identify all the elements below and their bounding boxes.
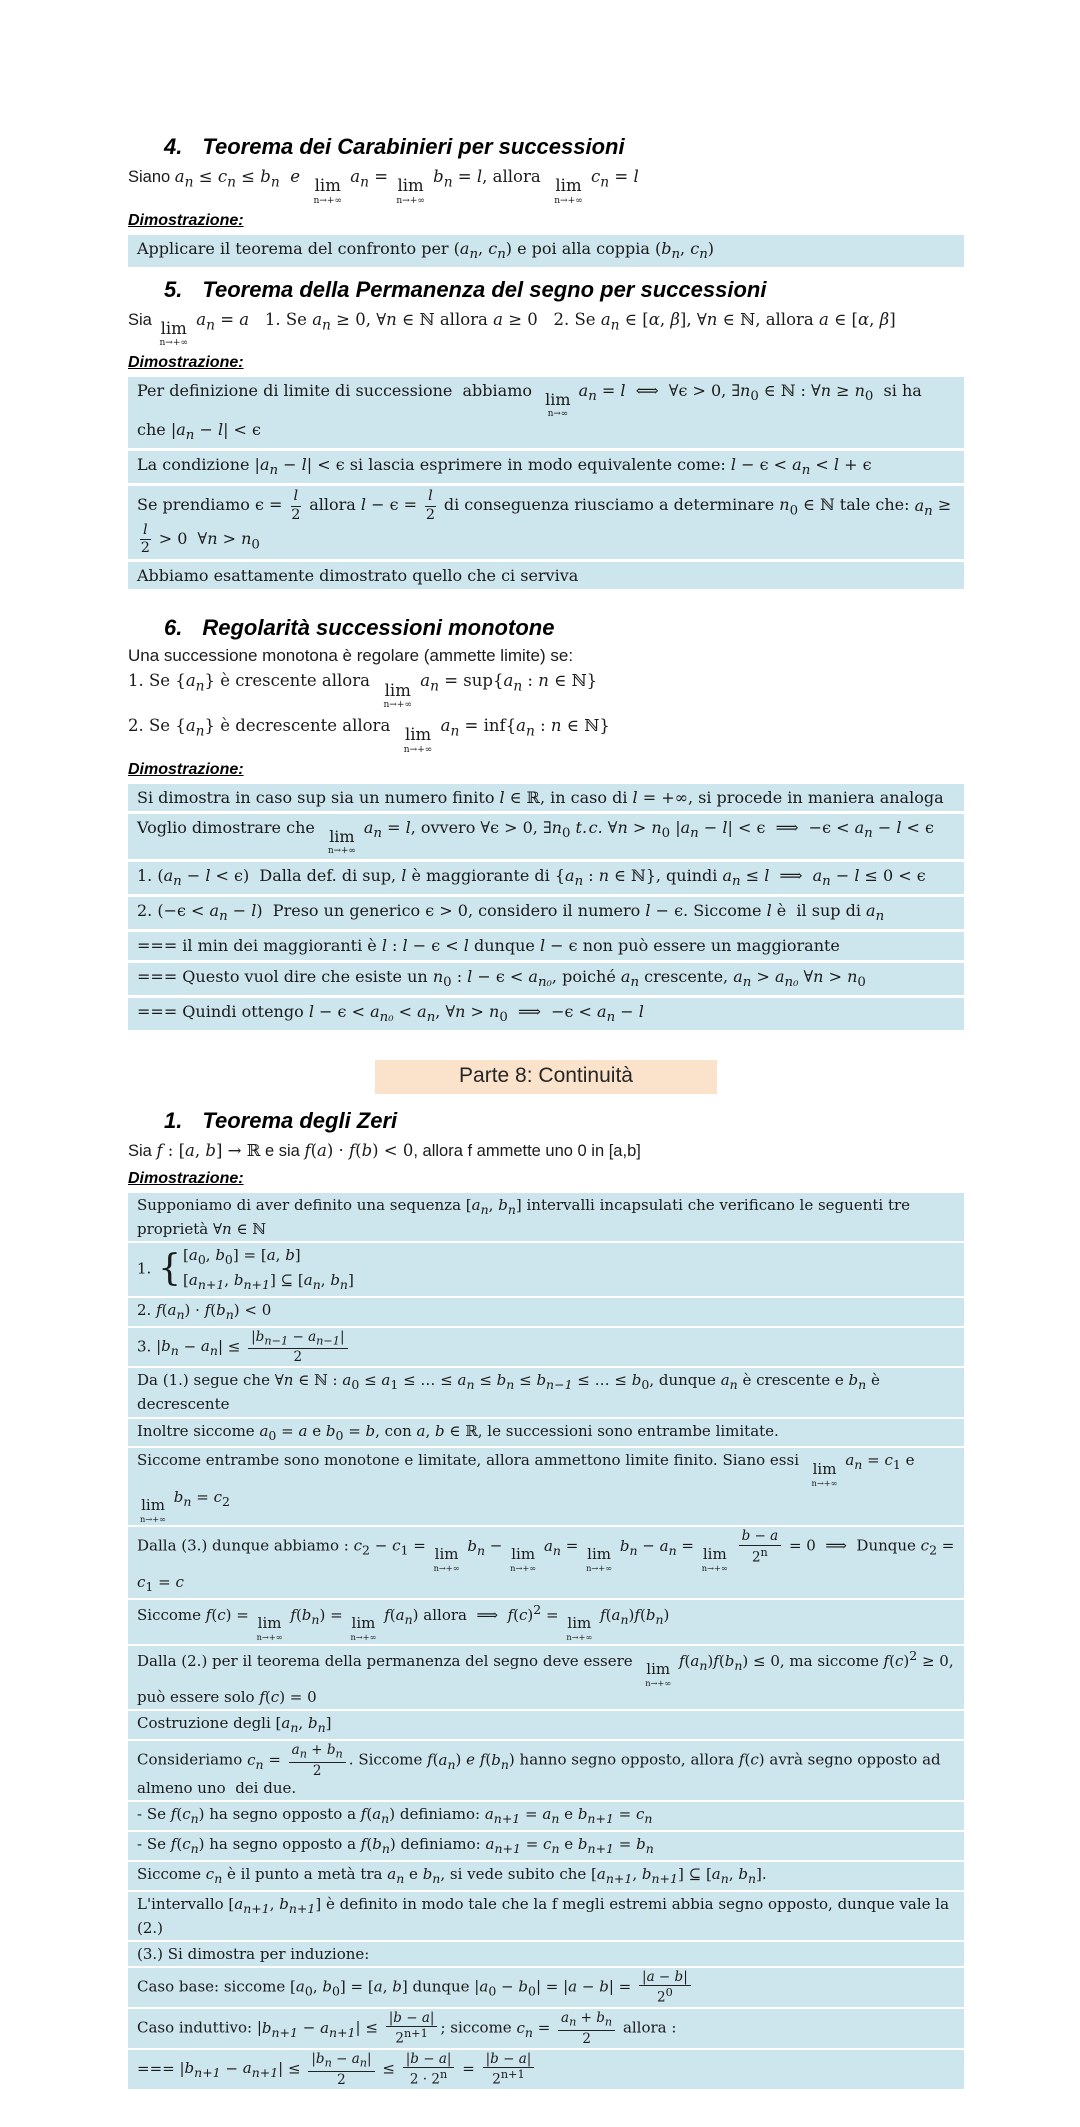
proof-line: 1. $(a_n - l < \epsilon)$ Dalla def. di sup, l è maggiorante di {$a_n$ : n ∈ ℕ}, quindi $a_n \le l$ ⟹ $a_n - l \le 0 < \epsilon$ (128, 862, 964, 894)
proof-line: === Questo vuol dire che esiste un $n_0$ : $l - \epsilon < a_{n_0}$, poiché $a_n$ crescente, $a_n > a_{n_0}$ ∀n > $n_0$ (128, 963, 964, 995)
section-5-title: Teorema della Permanenza del segno per successioni (202, 276, 767, 302)
proof-line: La condizione $|a_n - l| < \epsilon$ si lascia esprimere in modo equivalente come: $l - \epsilon < a_n < l + \epsilon$ (128, 451, 964, 483)
section-6-intro: Una successione monotona è regolare (ammette limite) se: (128, 646, 574, 666)
proof-line: - Se $f(c_n)$ ha segno opposto a $f(b_n)$ definiamo: $a_{n+1} = c_n$ e $b_{n+1} = b_n$ (128, 1832, 964, 1860)
section-4-statement: Siano $a_n \le c_n \le b_n$ e lim n→+∞ $a_n$ = lim n→+∞ $b_n = l$, allora lim n→+∞ $c_n = l$ (128, 167, 639, 206)
section-6-title: Regolarità successioni monotone (202, 615, 555, 641)
section-4-number: 4. (164, 134, 183, 159)
section-5-proof-block (128, 377, 964, 589)
proof-line: 1. { [$a_0$, $b_0] = [a$, b] [$a_{n+1}$, $b_{n+1}$] ⊆ [$a_n$, $b_n$] (128, 1243, 964, 1296)
section-zeri-title: Teorema degli Zeri (202, 1108, 398, 1134)
section-6-number: 6. (164, 615, 183, 641)
part8-banner-title: Parte 8: Continuità (459, 1064, 633, 1088)
section-6-item-2: 2. Se $\{a_n\}$ è decrescente allora lim n→+∞ $a_n = inf\{a_n$ : n ∈ ℕ} (128, 716, 610, 755)
proof-line: Da (1.) segue che ∀n ∈ ℕ : $a_0 \le a_1$ ≤ … ≤ $a_n \le b_n \le b_{n-1}$ ≤ … ≤ $b_0$, dunque $a_n$ è crescente e $b_n$ è decrescente (128, 1368, 964, 1416)
section-6-proof-label: Dimostrazione: (128, 760, 244, 778)
section-5-proof-label: Dimostrazione: (128, 354, 244, 372)
section-6 (128, 615, 964, 1030)
proof-line: Supponiamo di aver definito una sequenza [$a_n$, $b_n$] intervalli incapsulati che verificano le seguenti tre proprietà ∀n ∈ ℕ (128, 1193, 964, 1241)
section-5-heading (164, 277, 964, 303)
proof-line: Caso base: siccome [$a_0$, $b_0] = [a$, b] dunque $|a_0 - b_0| = |a - b|$ = $\frac{|a - b|}{2^0}$ (128, 1968, 964, 2007)
proof-line: Abbiamo esattamente dimostrato quello che ci serviva (128, 562, 964, 590)
proof-line: Siccome f(c) = lim n→+∞ $f(b_n)$ = lim n→+∞ $f(a_n)$ allora ⟹ $f(c)^2$ = lim n→+∞ $f(a_n)f(b_n)$ (128, 1600, 964, 1644)
proof-line: === $|b_{n+1} - a_{n+1}|$ ≤ $\frac{|b_n - a_n|}{2}$ ≤ $\frac{|b - a|}{2 \cdot 2^n}$ = $\frac{|b - a|}{2^{n+1}}$ (128, 2050, 964, 2089)
section-5-statement: Sia lim n→+∞ $a_n = a$ 1. Se $a_n \ge 0$, ∀n ∈ ℕ allora a ≥ 0 2. Se $a_n$ ∈ [α, β], ∀n ∈ ℕ, allora a ∈ [α, β] (128, 309, 896, 349)
section-4 (128, 134, 964, 267)
proof-line: Caso induttivo: $|b_{n+1} - a_{n+1}|$ ≤ $\frac{|b - a|}{2^{n+1}}$ ; siccome $c_n$ = $\frac{a_n + b_n}{2}$ allora : (128, 2009, 964, 2048)
section-zeri-heading (164, 1108, 964, 1134)
section-zeri-number: 1. (164, 1108, 183, 1134)
proof-line: 2. $(-\epsilon < a_n - l)$ Preso un generico ϵ > 0, considero il numero l − ϵ. Siccome l è il sup di $a_n$ (128, 897, 964, 929)
proof-line: Per definizione di limite di successione abbiamo lim n→∞ $a_n = l$ ⟺ ∀ϵ > 0, $\exists n_0$ ∈ ℕ : ∀n ≥ $n_0$ si ha che $|a_n - l| < \epsilon$ (128, 377, 964, 448)
proof-line: Applicare il teorema del confronto per ($a_n$, $c_n$) e poi alla coppia ($b_n$, $c_n$) (128, 235, 964, 267)
section-zeri-proof-label: Dimostrazione: (128, 1169, 244, 1187)
section-zeri (128, 1108, 964, 2089)
section-4-heading (164, 134, 964, 160)
proof-line: Se prendiamo ϵ = $\frac{l}{2}$ allora l − ϵ = $\frac{l}{2}$ di conseguenza riusciamo a determinare $n_0$ ∈ ℕ tale che: $a_n$ ≥ $\frac{l}{2}$ > 0 ∀n > $n_0$ (128, 486, 964, 559)
proof-line: Voglio dimostrare che lim n→+∞ $a_n = l$, ovvero ∀ϵ > 0, $\exists n_0$ t. c. ∀n > $n_0$ $|a_n - l| < \epsilon$ ⟹ $-\epsilon < a_n - l < \epsilon$ (128, 814, 964, 859)
section-4-proof-block (128, 235, 964, 267)
proof-line: Si dimostra in caso sup sia un numero finito l ∈ ℝ, in caso di l = +∞, si procede in maniera analoga (128, 784, 964, 812)
proof-line: 3. $|b_n - a_n|$ ≤ $\frac{|b_{n-1} - a_{n-1}|}{2}$ (128, 1328, 964, 1367)
section-4-proof-label: Dimostrazione: (128, 211, 244, 229)
part8-banner (375, 1060, 717, 1094)
section-5 (128, 277, 964, 590)
proof-line: Costruzione degli [$a_n$, $b_n$] (128, 1711, 964, 1739)
proof-line: Consideriamo $c_n$ = $\frac{a_n + b_n}{2}$ . Siccome $f(a_n)$ e $f(b_n)$ hanno segno opposto, allora f(c) avrà segno opposto ad almeno uno dei due. (128, 1741, 964, 1800)
section-zeri-proof-block (128, 1193, 964, 2089)
proof-line: - Se $f(c_n)$ ha segno opposto a $f(a_n)$ definiamo: $a_{n+1} = a_n$ e $b_{n+1} = c_n$ (128, 1802, 964, 1830)
proof-line: 2. $f(a_n) \cdot f(b_n) < 0$ (128, 1298, 964, 1326)
section-6-heading (164, 615, 964, 641)
section-4-title: Teorema dei Carabinieri per successioni (202, 134, 625, 159)
proof-line: Dalla (2.) per il teorema della permanenza del segno deve essere lim n→+∞ $f(a_n)f(b_n) \le 0$, ma siccome $f(c)^2 \ge 0$, può essere solo f(c) = 0 (128, 1646, 964, 1710)
proof-line: (3.) Si dimostra per induzione: (128, 1942, 964, 1966)
proof-line: Inoltre siccome $a_0 = a$ e $b_0 = b$, con a, b ∈ ℝ, le successioni sono entrambe limitate. (128, 1419, 964, 1447)
proof-line: === il min dei maggioranti è l : l − ϵ < l dunque l − ϵ non può essere un maggiorante (128, 932, 964, 960)
section-5-number: 5. (164, 276, 183, 302)
proof-line: === Quindi ottengo $l - \epsilon < a_{n_0} < a_n$, ∀n > $n_0$ ⟹ $-\epsilon < a_n - l$ (128, 998, 964, 1030)
proof-line: L'intervallo [$a_{n+1}$, $b_{n+1}$] è definito in modo tale che la f megli estremi abbia segno opposto, dunque vale la (2.) (128, 1892, 964, 1940)
proof-line: Siccome entrambe sono monotone e limitate, allora ammettono limite finito. Siano essi lim n→+∞ $a_n = c_1$ e lim n→+∞ $b_n = c_2$ (128, 1448, 964, 1525)
section-6-item-1: 1. Se $\{a_n\}$ è crescente allora lim n→+∞ $a_n = sup\{a_n$ : n ∈ ℕ} (128, 671, 598, 711)
proof-line: Dalla (3.) dunque abbiamo : $c_2 - c_1$ = lim n→+∞ $b_n$ − lim n→+∞ $a_n$ = lim n→+∞ $b_n - a_n$ = lim n→+∞ $\frac{b - a}{2^n}$ = 0 ⟹ Dunque $c_2 = c_1 = c$ (128, 1527, 964, 1598)
proof-line: Siccome $c_n$ è il punto a metà tra $a_n$ e $b_n$, si vede subito che [$a_{n+1}$, $b_{n+1}$] ⊆ [$a_n$, $b_n$]. (128, 1862, 964, 1890)
section-zeri-statement: Sia f : [a, b] → ℝ e sia f(a) · f(b) < 0, allora f ammette uno 0 in [a,b] (128, 1141, 641, 1161)
section-6-proof-block (128, 784, 964, 1030)
